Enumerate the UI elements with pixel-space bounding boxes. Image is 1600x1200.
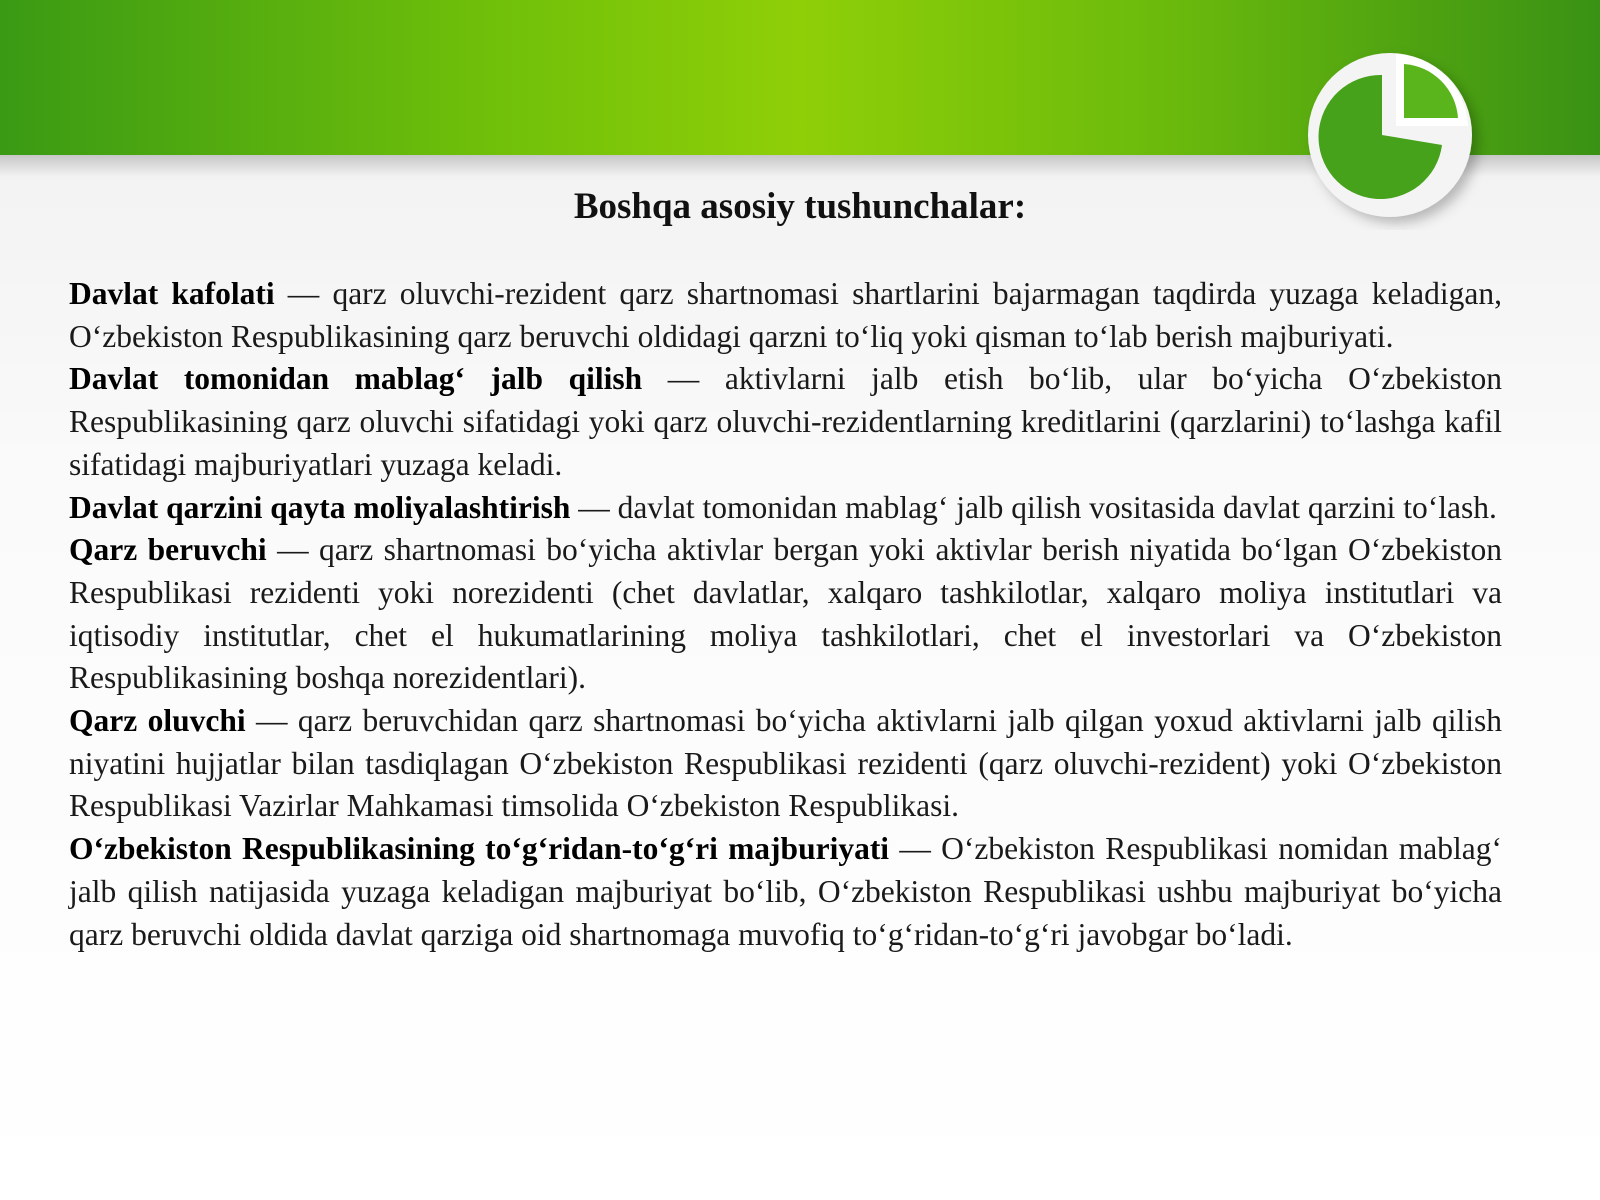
term-item: [69, 273, 1502, 358]
em-dash: —: [277, 532, 309, 568]
definitions-list: [69, 273, 1502, 956]
em-dash: —: [899, 831, 931, 867]
term-definition: qarz beruvchidan qarz shartnomasi bo‘yicha aktivlarni jalb qilgan yoxud aktivlarni jalb qilish niyatini hujjatlar bilan tasdiqlagan O‘zbekiston Respublikasi rezidenti (qarz oluvchi-rezident) yoki O‘zbekiston Respublikasi Vazirlar Mahkamasi timsolida O‘zbekiston Respublikasi.: [69, 703, 1503, 824]
term-name: Davlat qarzini qayta moliyalashtirish: [69, 489, 571, 525]
term-name: Davlat tomonidan mablag‘ jalb qilish: [69, 361, 643, 397]
term-definition: qarz shartnomasi bo‘yicha aktivlar bergan yoki aktivlar berish niyatida bo‘lgan O‘zbekiston Respublikasi rezidenti yoki norezidenti (chet davlatlar, xalqaro tashkilotlar, xalqaro moliya institutlari va iqtisodiy institutlar, chet el hukumatlarining moliya tashkilotlari, chet el investorlari va O‘zbekiston Respublikasining boshqa norezidentlari).: [69, 532, 1502, 696]
em-dash: —: [667, 361, 700, 397]
term-definition: O‘zbekiston Respublikasi nomidan mablag‘ jalb qilish natijasida yuzaga keladigan majburiyat bo‘lib, O‘zbekiston Respublikasi ushbu majburiyat bo‘yicha qarz beruvchi oldida davlat qarziga oid shartnomaga muvofiq to‘g‘ridan-to‘g‘ri javobgar bo‘ladi.: [69, 831, 1503, 952]
term-name: Davlat kafolati: [69, 276, 275, 311]
em-dash: —: [578, 489, 610, 525]
term-item: [69, 487, 1502, 530]
term-name: Qarz beruvchi: [69, 532, 267, 568]
term-name: O‘zbekiston Respublikasining to‘g‘ridan-to‘g‘ri majburiyati: [69, 831, 890, 867]
term-definition: aktivlarni jalb etish bo‘lib, ular bo‘yicha O‘zbekiston Respublikasining qarz oluvchi sifatidagi yoki qarz oluvchi-rezidentlarning kreditlarini (qarzlarini) to‘lashga kafil sifatidagi majburiyatlari yuzaga keladi.: [69, 361, 1503, 482]
term-item: [69, 828, 1502, 956]
term-item: [69, 529, 1502, 700]
slide-title: Boshqa asosiy tushunchalar:: [573, 186, 1027, 227]
term-item: [69, 358, 1502, 486]
term-definition: qarz oluvchi-rezident qarz shartnomasi shartlarini bajarmagan taqdirda yuzaga keladigan, O‘zbekiston Respublikasining qarz beruvchi oldidagi qarzni to‘liq yoki qisman to‘lab berish majburiyati.: [69, 276, 1503, 354]
term-name: Qarz oluvchi: [69, 703, 246, 739]
em-dash: —: [287, 276, 320, 311]
term-item: [69, 700, 1502, 828]
em-dash: —: [256, 703, 288, 739]
term-definition: davlat tomonidan mablag‘ jalb qilish vositasida davlat qarzini to‘lash.: [617, 489, 1497, 525]
